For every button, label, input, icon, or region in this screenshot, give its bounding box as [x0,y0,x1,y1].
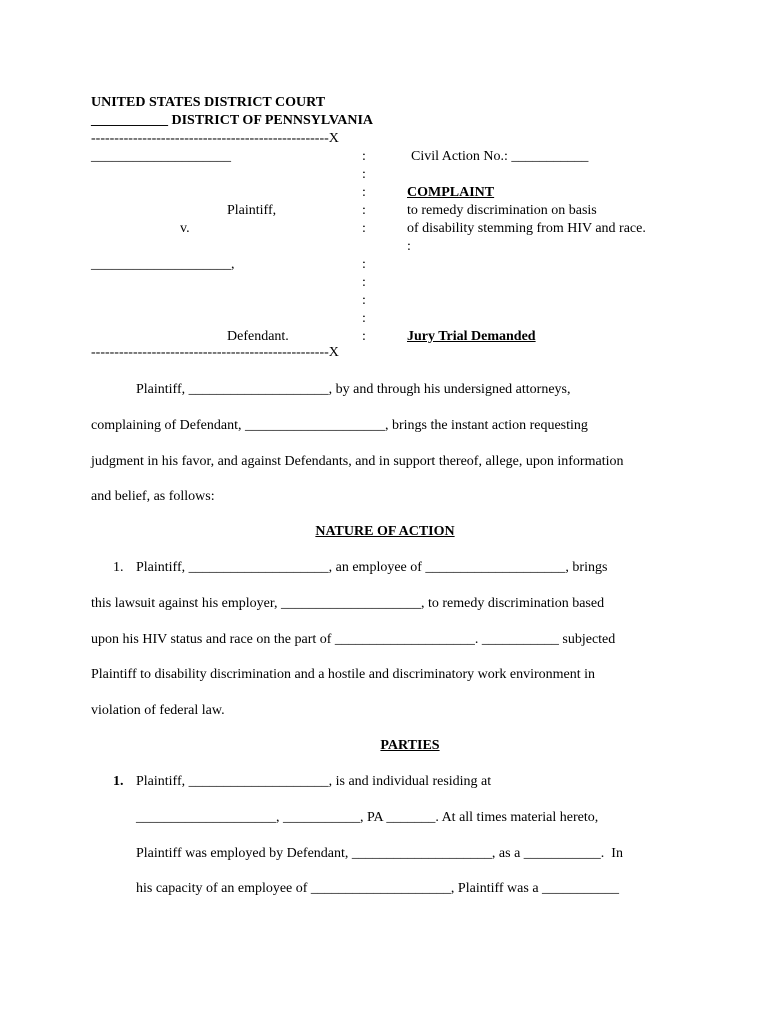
caption-colon: : [362,311,366,326]
caption-colon: : [362,329,366,344]
parties-line: Plaintiff, ____________________, is and individual residing at [136,774,492,789]
caption-colon: : [407,239,411,254]
complaint-description: to remedy discrimination on basis [407,203,597,218]
section-heading-parties: PARTIES [380,738,440,753]
intro-line: Plaintiff, ____________________, by and through his undersigned attorneys, [136,382,571,397]
plaintiff-name-blank: ____________________ [91,149,231,164]
caption-colon: : [362,149,366,164]
caption-divider-top: ---------------------------------------------------X [91,131,339,146]
parties-line: Plaintiff was employed by Defendant, ____________________, as a ___________. In [136,846,623,861]
caption-divider-bottom: ---------------------------------------------------X [91,345,339,360]
versus-label: v. [180,221,190,236]
plaintiff-label: Plaintiff, [227,203,277,218]
caption-colon: : [362,293,366,308]
intro-line: and belief, as follows: [91,489,215,504]
intro-line: complaining of Defendant, ____________________, brings the instant action requesting [91,418,588,433]
paragraph-number: 1. [113,560,124,575]
caption-colon: : [362,275,366,290]
nature-line: Plaintiff, ____________________, an employee of ____________________, brings [136,560,608,575]
parties-line: his capacity of an employee of ____________________, Plaintiff was a ___________ [136,881,620,896]
caption-colon: : [362,167,366,182]
defendant-name-blank: ____________________, [91,257,235,272]
paragraph-number: 1. [113,774,124,789]
nature-line: upon his HIV status and race on the part of ____________________. ___________ subjected [91,632,616,647]
section-heading-nature-of-action: NATURE OF ACTION [315,524,455,539]
nature-line: violation of federal law. [91,703,225,718]
caption-colon: : [362,185,366,200]
jury-trial-demanded: Jury Trial Demanded [407,329,536,344]
defendant-label: Defendant. [227,329,289,344]
district-line: ___________ DISTRICT OF PENNSYLVANIA [91,113,374,128]
parties-line: ____________________, ___________, PA _______. At all times material hereto, [136,810,599,825]
civil-action-number: Civil Action No.: ___________ [411,149,589,164]
nature-line: this lawsuit against his employer, ____________________, to remedy discrimination based [91,596,605,611]
court-name: UNITED STATES DISTRICT COURT [91,95,326,110]
complaint-title: COMPLAINT [407,185,495,200]
intro-line: judgment in his favor, and against Defendants, and in support thereof, allege, upon information [91,454,624,469]
caption-colon: : [362,257,366,272]
caption-colon: : [362,203,366,218]
caption-colon: : [362,221,366,236]
nature-line: Plaintiff to disability discrimination and a hostile and discriminatory work environment in [91,667,596,682]
complaint-description: of disability stemming from HIV and race. [407,221,646,236]
